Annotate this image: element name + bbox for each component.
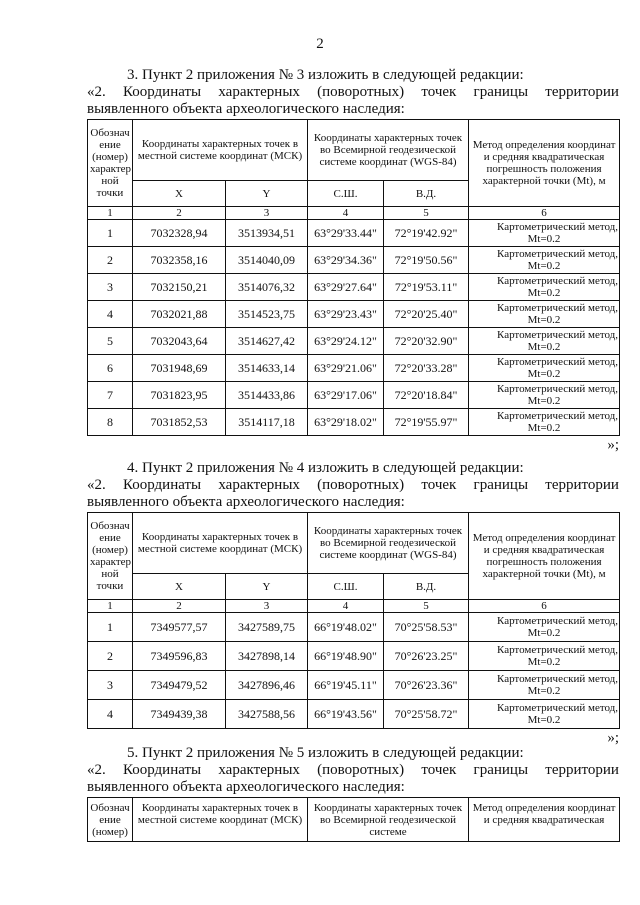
coord-x: 7032358,16 — [133, 247, 226, 274]
longitude: 70°26'23.25" — [384, 642, 469, 671]
point-number: 3 — [88, 274, 133, 301]
header-lon: В.Д. — [384, 574, 469, 600]
method-accuracy: Mt=0.2 — [527, 368, 561, 380]
page-number: 2 — [316, 36, 324, 52]
point-number: 2 — [88, 247, 133, 274]
section-appendix-5 — [87, 745, 619, 842]
coord-y: 3513934,51 — [226, 220, 308, 247]
section-heading: 3. Пункт 2 приложения № 3 изложить в следующей редакции: — [127, 67, 524, 83]
longitude: 70°26'23.36" — [384, 671, 469, 700]
table-row — [88, 328, 620, 355]
longitude: 72°20'33.28" — [384, 355, 469, 382]
latitude: 63°29'21.06" — [308, 355, 384, 382]
coord-x: 7349479,52 — [133, 671, 226, 700]
intro-line-2: выявленного объекта археологического наследия: — [87, 101, 405, 117]
intro-line-2: выявленного объекта археологического наследия: — [87, 779, 405, 795]
intro-word: границы — [473, 477, 529, 493]
intro-word: «2. — [87, 762, 106, 778]
method-name: Картометрический метод, — [497, 702, 619, 714]
table-row — [88, 220, 620, 247]
coord-y: 3514523,75 — [226, 301, 308, 328]
latitude: 63°29'17.06" — [308, 382, 384, 409]
column-index: 2 — [133, 600, 226, 613]
table-row — [88, 700, 620, 729]
point-number: 5 — [88, 328, 133, 355]
intro-word: Координаты — [122, 477, 202, 493]
coord-x: 7349439,38 — [133, 700, 226, 729]
method-cell — [469, 301, 620, 328]
header-lat: С.Ш. — [308, 574, 384, 600]
column-index: 1 — [88, 600, 133, 613]
intro-word: территории — [545, 84, 619, 100]
intro-word: Координаты — [122, 84, 202, 100]
longitude: 72°19'50.56" — [384, 247, 469, 274]
closing-quote: »; — [607, 730, 619, 746]
column-index: 4 — [308, 207, 384, 220]
coord-x: 7031823,95 — [133, 382, 226, 409]
method-cell — [469, 642, 620, 671]
coord-y: 3427898,14 — [226, 642, 308, 671]
coordinates-table — [87, 512, 620, 729]
latitude: 63°29'24.12" — [308, 328, 384, 355]
method-name: Картометрический метод, — [497, 275, 619, 287]
method-cell — [469, 355, 620, 382]
method-cell — [469, 382, 620, 409]
method-name: Картометрический метод, — [497, 410, 619, 422]
longitude: 70°25'58.53" — [384, 613, 469, 642]
intro-line — [87, 762, 619, 779]
longitude: 72°19'42.92" — [384, 220, 469, 247]
intro-word: (поворотных) — [317, 477, 405, 493]
header-designation: Обознач ение (номер) характер ной точки — [88, 120, 133, 207]
coord-x: 7032021,88 — [133, 301, 226, 328]
method-accuracy: Mt=0.2 — [527, 656, 561, 668]
latitude: 66°19'43.56" — [308, 700, 384, 729]
header-local-coords: Координаты характерных точек в местной системе координат (МСК) — [133, 513, 308, 574]
header-wgs-coords: Координаты характерных точек во Всемирной геодезической системе координат (WGS-84) — [308, 513, 469, 574]
intro-line-2: выявленного объекта археологического наследия: — [87, 494, 405, 510]
section-appendix-3 — [87, 67, 619, 453]
intro-word: границы — [473, 84, 529, 100]
intro-line — [87, 84, 619, 101]
point-number: 4 — [88, 700, 133, 729]
intro-word: точек — [421, 84, 457, 100]
intro-word: границы — [473, 762, 529, 778]
intro-word: характерных — [218, 84, 300, 100]
column-index: 2 — [133, 207, 226, 220]
coord-x: 7032328,94 — [133, 220, 226, 247]
method-name: Картометрический метод, — [497, 329, 619, 341]
coord-y: 3427588,56 — [226, 700, 308, 729]
header-designation: Обознач ение (номер) характер ной точки — [88, 513, 133, 600]
header-designation: Обознач ение (номер) — [88, 798, 133, 842]
closing-quote: »; — [607, 437, 619, 453]
header-wgs-coords: Координаты характерных точек во Всемирной геодезической системе координат (WGS-84) — [308, 120, 469, 181]
longitude: 72°19'53.11" — [384, 274, 469, 301]
table-row — [88, 247, 620, 274]
table-row — [88, 301, 620, 328]
point-number: 1 — [88, 613, 133, 642]
coord-y: 3514076,32 — [226, 274, 308, 301]
method-cell — [469, 613, 620, 642]
method-name: Картометрический метод, — [497, 221, 619, 233]
point-number: 8 — [88, 409, 133, 436]
method-cell — [469, 220, 620, 247]
point-number: 3 — [88, 671, 133, 700]
table-row — [88, 642, 620, 671]
coord-y: 3514433,86 — [226, 382, 308, 409]
coordinates-table — [87, 797, 620, 842]
method-accuracy: Mt=0.2 — [527, 627, 561, 639]
method-cell — [469, 671, 620, 700]
table-row — [88, 274, 620, 301]
method-accuracy: Mt=0.2 — [527, 714, 561, 726]
header-x: X — [133, 181, 226, 207]
coord-y: 3514627,42 — [226, 328, 308, 355]
section-appendix-4 — [87, 460, 619, 746]
header-method: Метод определения координат и средняя квадратическая погрешность положения характерной точки (Mt), м — [469, 513, 620, 600]
table-row — [88, 355, 620, 382]
longitude: 72°20'25.40" — [384, 301, 469, 328]
method-name: Картометрический метод, — [497, 302, 619, 314]
method-name: Картометрический метод, — [497, 673, 619, 685]
table-row — [88, 382, 620, 409]
latitude: 63°29'34.36" — [308, 247, 384, 274]
intro-word: характерных — [218, 477, 300, 493]
method-accuracy: Mt=0.2 — [527, 341, 561, 353]
header-local-coords: Координаты характерных точек в местной системе координат (МСК) — [133, 798, 308, 842]
method-cell — [469, 700, 620, 729]
latitude: 63°29'18.02" — [308, 409, 384, 436]
method-cell — [469, 247, 620, 274]
latitude: 63°29'27.64" — [308, 274, 384, 301]
longitude: 72°20'32.90" — [384, 328, 469, 355]
section-heading: 4. Пункт 2 приложения № 4 изложить в следующей редакции: — [127, 460, 524, 476]
coord-y: 3427589,75 — [226, 613, 308, 642]
coord-y: 3514040,09 — [226, 247, 308, 274]
intro-word: Координаты — [122, 762, 202, 778]
method-name: Картометрический метод, — [497, 615, 619, 627]
coord-x: 7031948,69 — [133, 355, 226, 382]
header-lon: В.Д. — [384, 181, 469, 207]
method-cell — [469, 328, 620, 355]
header-method: Метод определения координат и средняя квадратическая погрешность положения характерной точки (Mt), м — [469, 120, 620, 207]
table-row — [88, 671, 620, 700]
coord-x: 7349596,83 — [133, 642, 226, 671]
header-y: Y — [226, 574, 308, 600]
method-accuracy: Mt=0.2 — [527, 287, 561, 299]
intro-word: характерных — [218, 762, 300, 778]
header-lat: С.Ш. — [308, 181, 384, 207]
point-number: 4 — [88, 301, 133, 328]
column-index: 6 — [469, 207, 620, 220]
method-accuracy: Mt=0.2 — [527, 422, 561, 434]
intro-word: (поворотных) — [317, 762, 405, 778]
intro-word: точек — [421, 477, 457, 493]
point-number: 7 — [88, 382, 133, 409]
latitude: 63°29'33.44" — [308, 220, 384, 247]
method-accuracy: Mt=0.2 — [527, 685, 561, 697]
column-index: 5 — [384, 600, 469, 613]
intro-word: территории — [545, 762, 619, 778]
header-x: X — [133, 574, 226, 600]
longitude: 72°19'55.97" — [384, 409, 469, 436]
point-number: 6 — [88, 355, 133, 382]
method-cell — [469, 274, 620, 301]
method-name: Картометрический метод, — [497, 383, 619, 395]
method-cell — [469, 409, 620, 436]
method-name: Картометрический метод, — [497, 248, 619, 260]
intro-word: территории — [545, 477, 619, 493]
coord-x: 7032043,64 — [133, 328, 226, 355]
longitude: 70°25'58.72" — [384, 700, 469, 729]
header-y: Y — [226, 181, 308, 207]
table-row — [88, 613, 620, 642]
method-accuracy: Mt=0.2 — [527, 395, 561, 407]
longitude: 72°20'18.84" — [384, 382, 469, 409]
column-index: 3 — [226, 600, 308, 613]
coord-y: 3427896,46 — [226, 671, 308, 700]
method-accuracy: Mt=0.2 — [527, 260, 561, 272]
latitude: 63°29'23.43" — [308, 301, 384, 328]
table-row — [88, 409, 620, 436]
header-method: Метод определения координат и средняя квадратическая — [469, 798, 620, 842]
latitude: 66°19'48.02" — [308, 613, 384, 642]
coord-x: 7349577,57 — [133, 613, 226, 642]
header-local-coords: Координаты характерных точек в местной системе координат (МСК) — [133, 120, 308, 181]
latitude: 66°19'45.11" — [308, 671, 384, 700]
coord-x: 7032150,21 — [133, 274, 226, 301]
column-index: 3 — [226, 207, 308, 220]
column-index: 4 — [308, 600, 384, 613]
column-index: 5 — [384, 207, 469, 220]
intro-word: (поворотных) — [317, 84, 405, 100]
column-index: 6 — [469, 600, 620, 613]
header-wgs-coords: Координаты характерных точек во Всемирной геодезической системе — [308, 798, 469, 842]
point-number: 1 — [88, 220, 133, 247]
method-accuracy: Mt=0.2 — [527, 314, 561, 326]
method-accuracy: Mt=0.2 — [527, 233, 561, 245]
method-name: Картометрический метод, — [497, 644, 619, 656]
coord-y: 3514117,18 — [226, 409, 308, 436]
point-number: 2 — [88, 642, 133, 671]
intro-word: точек — [421, 762, 457, 778]
section-heading: 5. Пункт 2 приложения № 5 изложить в следующей редакции: — [127, 745, 524, 761]
method-name: Картометрический метод, — [497, 356, 619, 368]
coordinates-table — [87, 119, 620, 436]
coord-x: 7031852,53 — [133, 409, 226, 436]
intro-line — [87, 477, 619, 494]
column-index: 1 — [88, 207, 133, 220]
intro-word: «2. — [87, 84, 106, 100]
coord-y: 3514633,14 — [226, 355, 308, 382]
intro-word: «2. — [87, 477, 106, 493]
latitude: 66°19'48.90" — [308, 642, 384, 671]
